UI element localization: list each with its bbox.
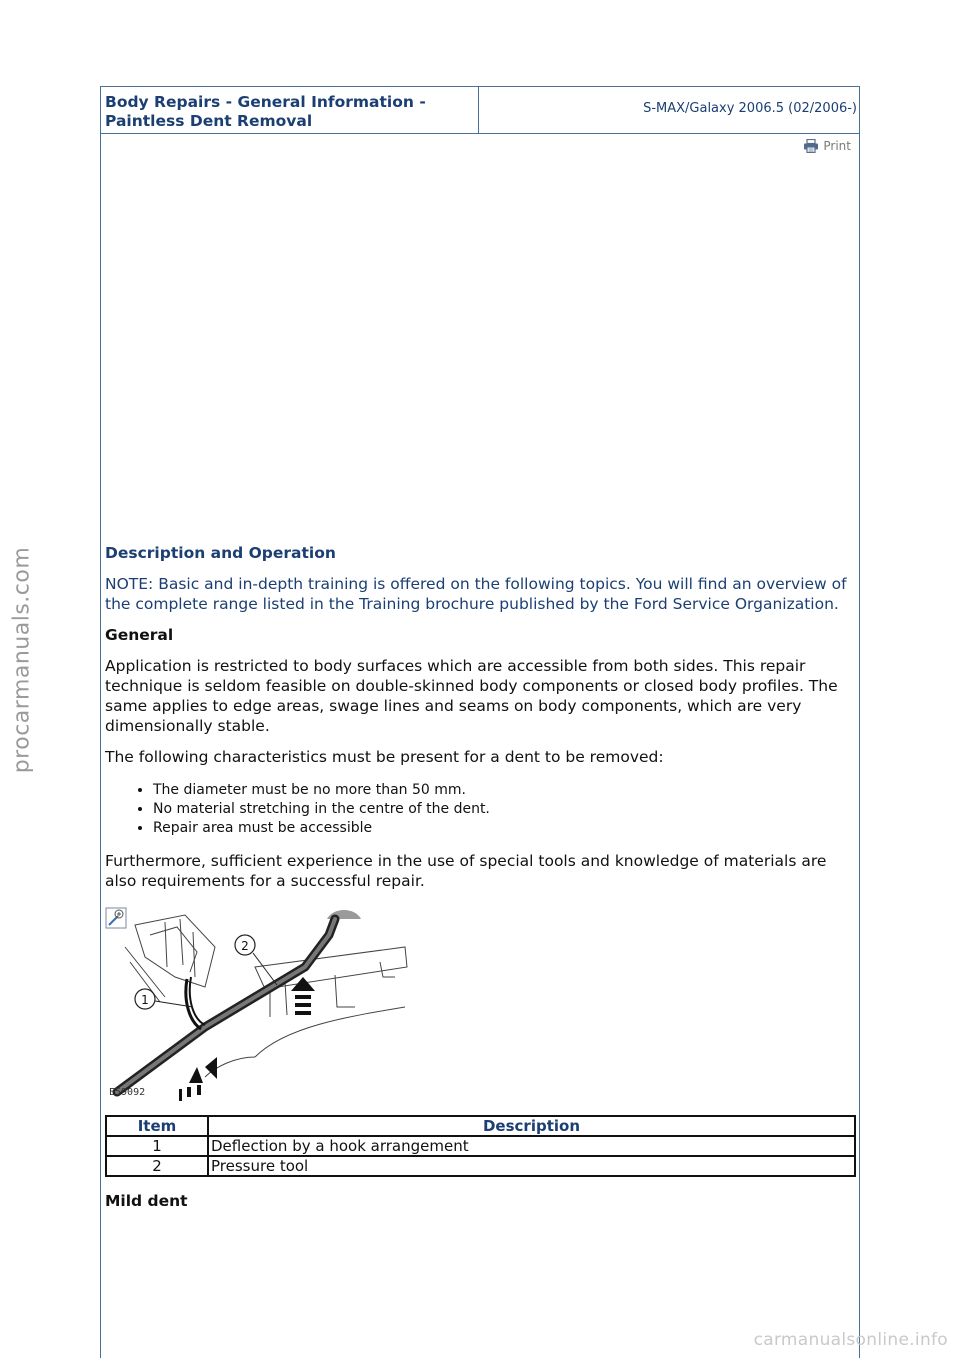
section-heading: Description and Operation (105, 544, 336, 562)
figure-code: E59092 (109, 1087, 146, 1098)
side-watermark (2, 546, 42, 774)
bottom-watermark: carmanualsonline.info (753, 1330, 948, 1350)
items-table (105, 1115, 856, 1177)
dent-removal-figure (105, 907, 411, 1103)
side-watermark-text: procarmanuals.com (9, 546, 35, 774)
paragraph-characteristics: The following characteristics must be present for a dent to be removed: (105, 748, 664, 766)
page-title (101, 87, 479, 133)
page-header (101, 87, 859, 134)
print-button[interactable] (803, 139, 851, 153)
table-cell-description: Pressure tool (208, 1156, 855, 1176)
list-item: • The diameter must be no more than 50 mm. (153, 781, 853, 800)
column-header-description: Description (208, 1116, 855, 1136)
table-header-row (106, 1116, 855, 1136)
paragraph-application: Application is restricted to body surfaces which are accessible from both sides. This repair technique is seldom feasible on double-skinned body components or closed body profiles. The same applies to edge areas, swage lines and seams on body components, which are very dimensionally stable. (105, 657, 838, 735)
table-cell-item: 2 (106, 1156, 208, 1176)
table-row (106, 1156, 855, 1176)
mild-dent-heading: Mild dent (105, 1192, 188, 1210)
general-heading: General (105, 626, 174, 644)
callout-2: 2 (241, 939, 249, 953)
model-label: S-MAX/Galaxy 2006.5 (02/2006-) (643, 101, 857, 116)
list-item: • No material stretching in the centre of the dent. (153, 800, 853, 819)
page-frame (100, 86, 860, 1358)
callout-1: 1 (141, 993, 149, 1007)
paragraph-requirements: Furthermore, sufficient experience in the use of special tools and knowledge of materials are also requirements for a successful repair. (105, 852, 827, 890)
table-cell-description: Deflection by a hook arrangement (208, 1136, 855, 1156)
table-row (106, 1136, 855, 1156)
characteristics-list (105, 781, 853, 838)
table-cell-item: 1 (106, 1136, 208, 1156)
list-item: • Repair area must be accessible (153, 819, 853, 838)
dent-removal-illustration (105, 907, 411, 1103)
printer-icon (803, 139, 819, 153)
main-content (105, 543, 853, 1211)
title-line-2: Paintless Dent Removal (105, 112, 313, 130)
column-header-item: Item (106, 1116, 208, 1136)
print-label: Print (823, 139, 851, 153)
training-note: NOTE: Basic and in-depth training is offered on the following topics. You will find an overview of the complete range listed in the Training brochure published by the Ford Service Organization. (105, 575, 847, 613)
zoom-icon[interactable] (106, 908, 126, 928)
title-line-1: Body Repairs - General Information - (105, 93, 426, 111)
